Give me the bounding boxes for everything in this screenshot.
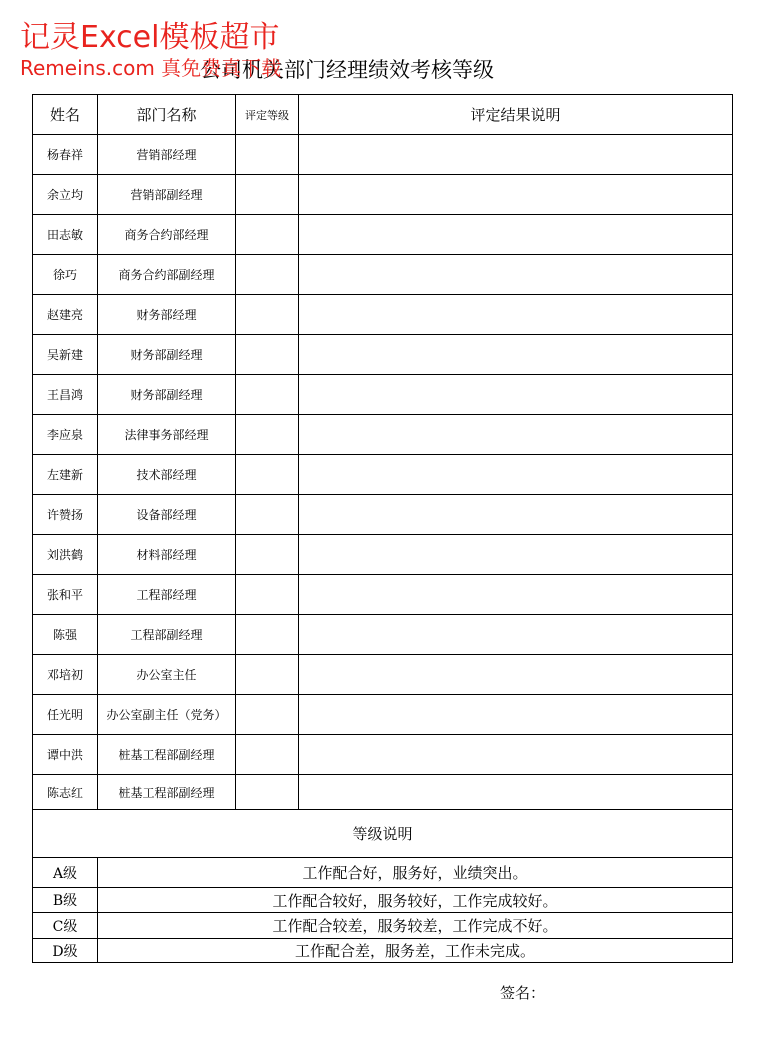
assessment-table: [32, 94, 733, 963]
table-row: [33, 695, 733, 735]
grade-input-cell[interactable]: [236, 775, 299, 810]
dept-cell: 法律事务部经理: [98, 415, 236, 455]
table-row: [33, 175, 733, 215]
remark-input-cell[interactable]: [299, 535, 733, 575]
grade-input-cell[interactable]: [236, 415, 299, 455]
name-cell: 徐巧: [33, 255, 98, 295]
table-row: [33, 575, 733, 615]
grade-input-cell[interactable]: [236, 535, 299, 575]
name-cell: 吴新建: [33, 335, 98, 375]
header-grade: 评定等级: [236, 95, 299, 135]
grade-input-cell[interactable]: [236, 495, 299, 535]
grade-input-cell[interactable]: [236, 335, 299, 375]
remark-input-cell[interactable]: [299, 335, 733, 375]
remark-input-cell[interactable]: [299, 615, 733, 655]
grade-input-cell[interactable]: [236, 375, 299, 415]
watermark-line2: Remeins.com 真免费真下载: [20, 56, 282, 80]
grade-input-cell[interactable]: [236, 655, 299, 695]
watermark-line1: 记灵Excel模板超市: [20, 20, 280, 55]
dept-cell: 技术部经理: [98, 455, 236, 495]
table-row: [33, 295, 733, 335]
remark-input-cell[interactable]: [299, 255, 733, 295]
dept-cell: 财务部副经理: [98, 335, 236, 375]
dept-cell: 办公室副主任（党务）: [98, 695, 236, 735]
grade-input-cell[interactable]: [236, 135, 299, 175]
page-title: 公司机关部门经理绩效考核等级: [200, 58, 494, 82]
name-cell: 陈志红: [33, 775, 98, 810]
dept-cell: 办公室主任: [98, 655, 236, 695]
header-remark: 评定结果说明: [299, 95, 733, 135]
grade-input-cell[interactable]: [236, 175, 299, 215]
dept-cell: 材料部经理: [98, 535, 236, 575]
grade-input-cell[interactable]: [236, 215, 299, 255]
remark-input-cell[interactable]: [299, 495, 733, 535]
header-name: 姓名: [33, 95, 98, 135]
remark-input-cell[interactable]: [299, 735, 733, 775]
grade-input-cell[interactable]: [236, 295, 299, 335]
name-cell: 谭中洪: [33, 735, 98, 775]
remark-input-cell[interactable]: [299, 415, 733, 455]
grade-description: 工作配合较好，服务较好，工作完成较好。: [98, 888, 733, 913]
name-cell: 杨春祥: [33, 135, 98, 175]
table-row: [33, 615, 733, 655]
remark-input-cell[interactable]: [299, 295, 733, 335]
grade-input-cell[interactable]: [236, 615, 299, 655]
remark-input-cell[interactable]: [299, 575, 733, 615]
grade-input-cell[interactable]: [236, 455, 299, 495]
dept-cell: 财务部副经理: [98, 375, 236, 415]
table-row: [33, 135, 733, 175]
dept-cell: 桩基工程部副经理: [98, 775, 236, 810]
dept-cell: 营销部副经理: [98, 175, 236, 215]
table-row: [33, 495, 733, 535]
grade-input-cell[interactable]: [236, 255, 299, 295]
name-cell: 左建新: [33, 455, 98, 495]
grade-input-cell[interactable]: [236, 695, 299, 735]
table-row: [33, 375, 733, 415]
remark-input-cell[interactable]: [299, 175, 733, 215]
name-cell: 刘洪鹤: [33, 535, 98, 575]
grade-description: 工作配合好，服务好，业绩突出。: [98, 858, 733, 888]
dept-cell: 工程部经理: [98, 575, 236, 615]
dept-cell: 工程部副经理: [98, 615, 236, 655]
name-cell: 陈强: [33, 615, 98, 655]
grade-level: A级: [33, 858, 98, 888]
remark-input-cell[interactable]: [299, 775, 733, 810]
grade-row: [33, 858, 733, 888]
dept-cell: 桩基工程部副经理: [98, 735, 236, 775]
name-cell: 王昌鸿: [33, 375, 98, 415]
remark-input-cell[interactable]: [299, 655, 733, 695]
grade-level: D级: [33, 939, 98, 963]
grade-row: [33, 939, 733, 963]
grade-row: [33, 913, 733, 939]
dept-cell: 商务合约部副经理: [98, 255, 236, 295]
signature-label: 签名：: [500, 984, 546, 1002]
remark-input-cell[interactable]: [299, 215, 733, 255]
grade-description: 工作配合差，服务差，工作未完成。: [98, 939, 733, 963]
table-row: [33, 775, 733, 810]
grade-input-cell[interactable]: [236, 735, 299, 775]
name-cell: 李应泉: [33, 415, 98, 455]
table-row: [33, 335, 733, 375]
table-row: [33, 255, 733, 295]
grade-row: [33, 888, 733, 913]
name-cell: 余立均: [33, 175, 98, 215]
table-row: [33, 215, 733, 255]
table-row: [33, 535, 733, 575]
name-cell: 张和平: [33, 575, 98, 615]
table-row: [33, 455, 733, 495]
name-cell: 许赞扬: [33, 495, 98, 535]
header-row: [33, 95, 733, 135]
dept-cell: 商务合约部经理: [98, 215, 236, 255]
dept-cell: 设备部经理: [98, 495, 236, 535]
header-dept: 部门名称: [98, 95, 236, 135]
dept-cell: 财务部经理: [98, 295, 236, 335]
name-cell: 任光明: [33, 695, 98, 735]
dept-cell: 营销部经理: [98, 135, 236, 175]
remark-input-cell[interactable]: [299, 695, 733, 735]
table-row: [33, 415, 733, 455]
table-row: [33, 735, 733, 775]
table-row: [33, 655, 733, 695]
grade-input-cell[interactable]: [236, 575, 299, 615]
grade-title-row: [33, 810, 733, 858]
grade-section-title: 等级说明: [33, 810, 733, 858]
grade-level: C级: [33, 913, 98, 939]
grade-description: 工作配合较差，服务较差，工作完成不好。: [98, 913, 733, 939]
name-cell: 田志敏: [33, 215, 98, 255]
name-cell: 赵建亮: [33, 295, 98, 335]
remark-input-cell[interactable]: [299, 375, 733, 415]
name-cell: 邓培初: [33, 655, 98, 695]
remark-input-cell[interactable]: [299, 455, 733, 495]
remark-input-cell[interactable]: [299, 135, 733, 175]
grade-level: B级: [33, 888, 98, 913]
